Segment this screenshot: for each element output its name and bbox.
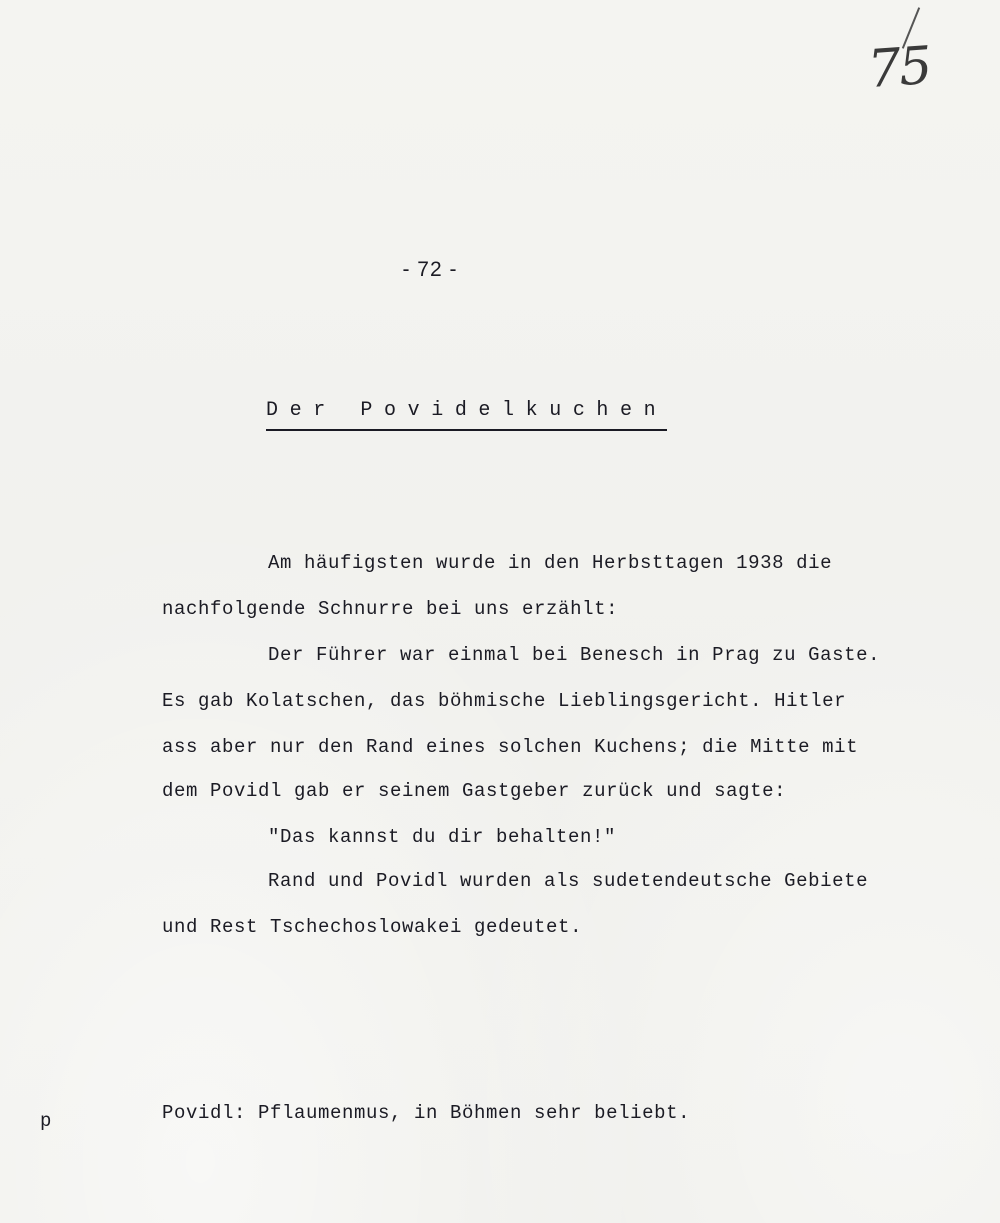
archive-number: 75: [865, 35, 933, 101]
body-line: dem Povidl gab er seinem Gastgeber zurück und sagte:: [162, 780, 787, 802]
body-line: "Das kannst du dir behalten!": [268, 826, 617, 848]
body-line: ass aber nur den Rand eines solchen Kuchens; die Mitte mit: [162, 736, 859, 758]
body-line: nachfolgende Schnurre bei uns erzählt:: [162, 598, 619, 620]
page-number: - 72 -: [402, 258, 458, 281]
footnote-marker: p: [40, 1110, 52, 1132]
body-line: Es gab Kolatschen, das böhmische Lieblingsgericht. Hitler: [162, 690, 847, 712]
document-title: Der Povidelkuchen: [266, 398, 667, 431]
body-line: Rand und Povidl wurden als sudetendeutsche Gebiete: [268, 870, 869, 892]
body-line: Der Führer war einmal bei Benesch in Prag zu Gaste.: [268, 644, 881, 666]
body-line: und Rest Tschechoslowakei gedeutet.: [162, 916, 583, 938]
body-line: Am häufigsten wurde in den Herbsttagen 1938 die: [268, 552, 833, 574]
footnote: Povidl: Pflaumenmus, in Böhmen sehr beliebt.: [162, 1102, 691, 1124]
